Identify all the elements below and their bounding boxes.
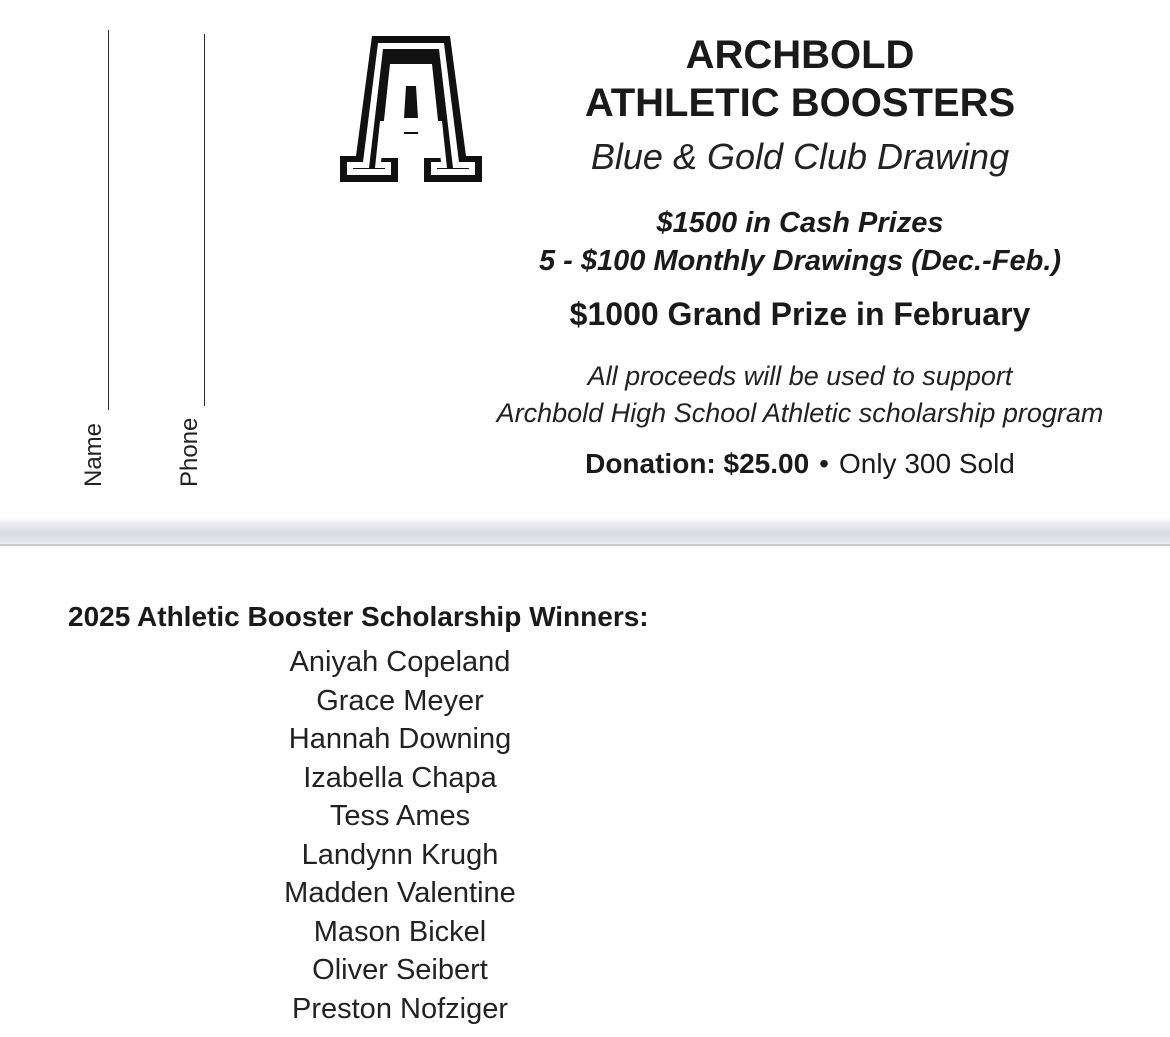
monthly-drawings: 5 - $100 Monthly Drawings (Dec.-Feb.) bbox=[538, 245, 1062, 277]
name-write-line bbox=[108, 30, 109, 410]
winner-name: Izabella Chapa bbox=[303, 761, 497, 794]
winner-name: Madden Valentine bbox=[284, 877, 516, 909]
name-label: Name bbox=[80, 422, 107, 487]
phone-field[interactable] bbox=[176, 34, 224, 504]
winner-name: Mason Bickel bbox=[313, 915, 487, 948]
winner-name: Aniyah Copeland bbox=[289, 646, 511, 678]
winner-name: Tess Ames bbox=[329, 800, 471, 832]
logo-counter bbox=[404, 86, 418, 118]
page-separator-line bbox=[0, 544, 1170, 546]
proceeds-line2: Archbold High School Athletic scholarship program bbox=[496, 398, 1104, 428]
grand-prize: $1000 Grand Prize in February bbox=[569, 296, 1031, 332]
phone-write-line bbox=[204, 34, 205, 406]
donation-line bbox=[450, 446, 1150, 482]
winner-name: Oliver Seibert bbox=[312, 954, 488, 986]
proceeds-line1: All proceeds will be used to support bbox=[587, 361, 1013, 391]
winner-name: Grace Meyer bbox=[316, 684, 484, 717]
name-field[interactable] bbox=[80, 30, 128, 500]
cash-prizes: $1500 in Cash Prizes bbox=[656, 207, 944, 239]
archbold-a-logo bbox=[338, 34, 484, 184]
winner-name: Landynn Krugh bbox=[301, 838, 499, 871]
winner-name: Hannah Downing bbox=[288, 723, 512, 755]
donation-amount: Donation: $25.00 bbox=[585, 448, 810, 479]
winners-list bbox=[200, 643, 600, 1028]
sold-count: Only 300 Sold bbox=[838, 448, 1015, 479]
winners-title: 2025 Athletic Booster Scholarship Winners: bbox=[68, 601, 649, 632]
bullet-separator: • bbox=[819, 448, 829, 479]
org-name-line2: ATHLETIC BOOSTERS bbox=[584, 81, 1016, 125]
org-name-line1: ARCHBOLD bbox=[685, 33, 915, 77]
club-drawing-title: Blue & Gold Club Drawing bbox=[590, 136, 1010, 177]
winner-name: Preston Nofziger bbox=[292, 992, 508, 1025]
phone-label: Phone bbox=[176, 417, 203, 487]
